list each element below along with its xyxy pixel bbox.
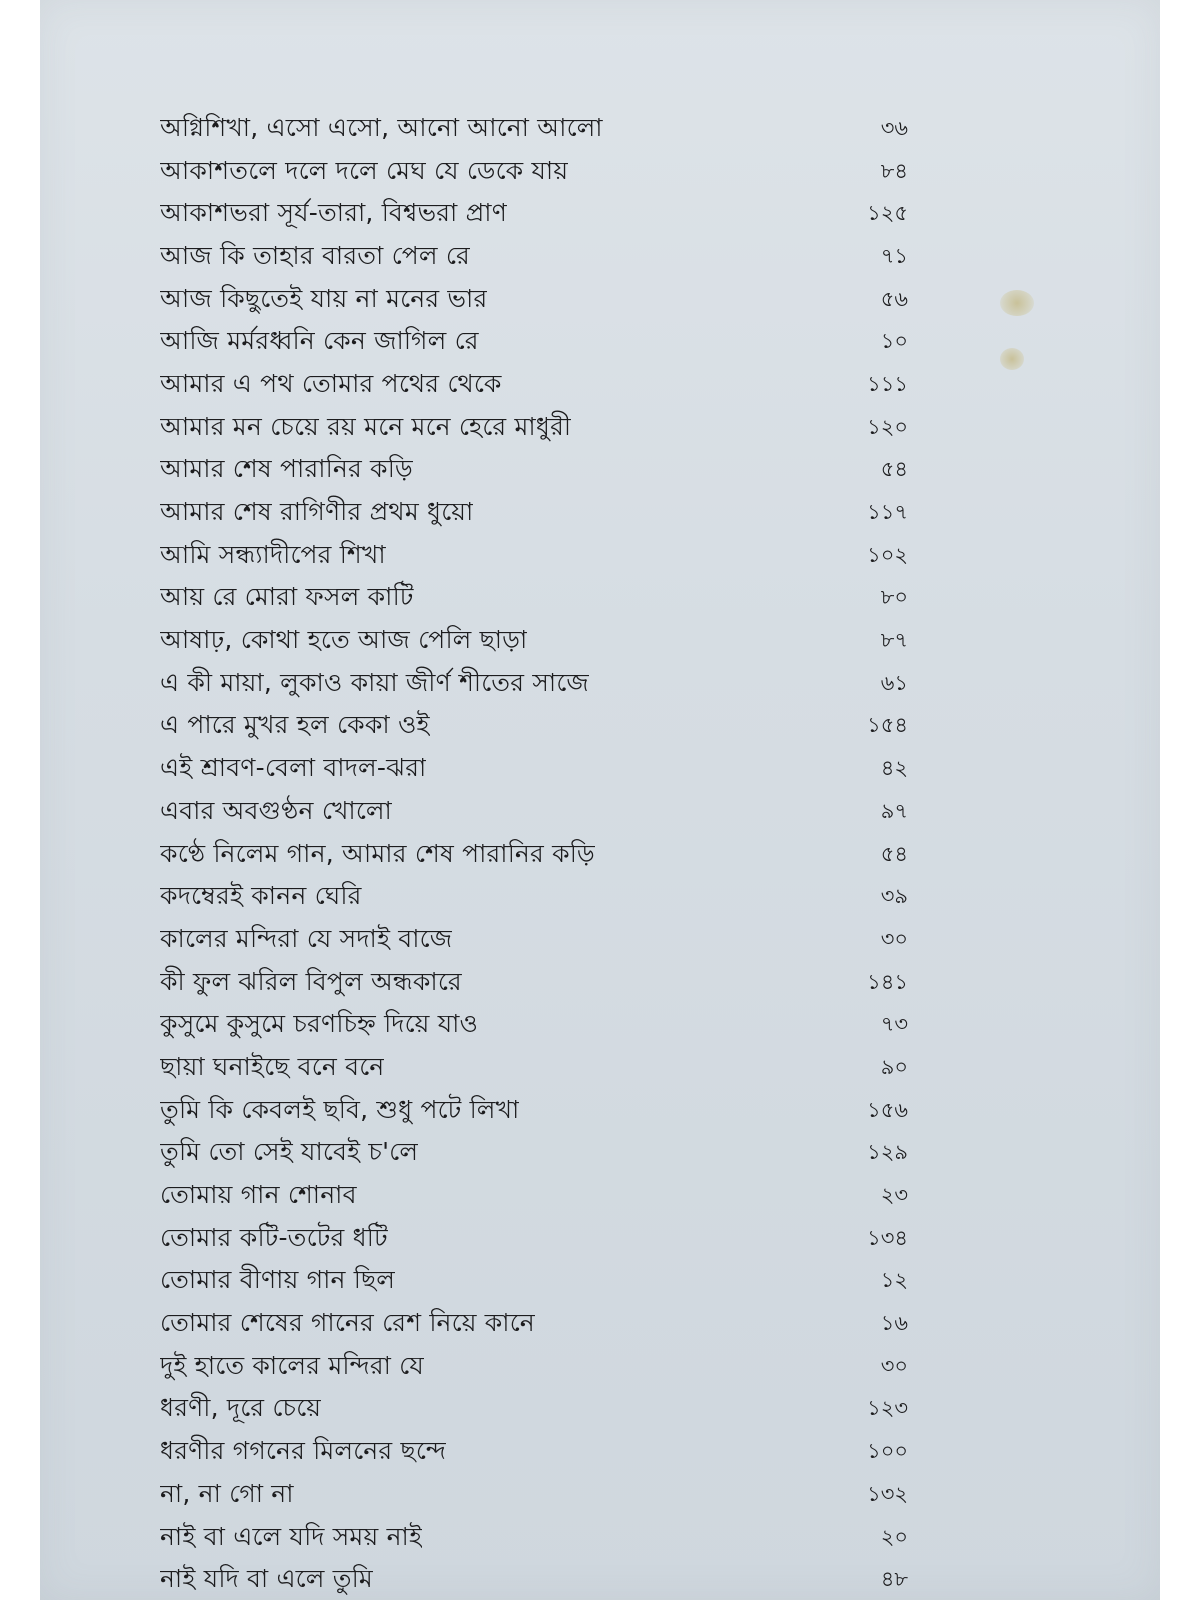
index-entry <box>160 748 920 791</box>
entry-page-number: ৭১ <box>880 243 908 268</box>
entry-title: তুমি তো সেই যাবেই চ'লে <box>160 1137 419 1167</box>
index-entry <box>160 919 920 962</box>
entry-page-number: ৮৪ <box>880 158 908 183</box>
entry-page-number: ৩৬ <box>880 115 908 140</box>
entry-page-number: ১৫৬ <box>867 1097 908 1122</box>
index-entry <box>160 236 920 279</box>
entry-page-number: ১১১ <box>867 371 908 396</box>
entry-page-number: ৫৪ <box>880 841 908 866</box>
index-entry <box>160 1218 920 1261</box>
index-entry <box>160 1431 920 1474</box>
entry-title: এ পারে মুখর হল কেকা ওই <box>160 710 430 740</box>
entry-title: আষাঢ়, কোথা হতে আজ পেলি ছাড়া <box>160 625 528 655</box>
book-page <box>40 0 1160 1600</box>
entry-title: এ কী মায়া, লুকাও কায়া জীর্ণ শীতের সাজে <box>160 667 589 697</box>
entry-title: দুই হাতে কালের মন্দিরা যে <box>160 1350 424 1380</box>
index-entry <box>160 364 920 407</box>
entry-title: নাই বা এলে যদি সময় নাই <box>160 1521 423 1551</box>
entry-page-number: ৮০ <box>880 585 908 610</box>
index-entry <box>160 450 920 493</box>
entry-page-number: ৪৮ <box>880 1567 908 1592</box>
index-entry <box>160 706 920 749</box>
entry-page-number: ৬১ <box>880 670 908 695</box>
entry-page-number: ৪২ <box>880 756 908 781</box>
entry-title: কী ফুল ঝরিল বিপুল অন্ধকারে <box>160 966 462 996</box>
entry-page-number: ১২৩ <box>867 1396 908 1421</box>
index-entry <box>160 1303 920 1346</box>
entry-page-number: ৫৬ <box>880 286 908 311</box>
entry-title: তোমার কটি-তটের ধটি <box>160 1222 388 1252</box>
entry-title: অগ্নিশিখা, এসো এসো, আনো আনো আলো <box>160 112 603 142</box>
entry-page-number: ২০ <box>880 1524 908 1549</box>
entry-title: আজ কি তাহার বারতা পেল রে <box>160 240 471 270</box>
entry-page-number: ১৩২ <box>867 1481 908 1506</box>
entry-title: আমার শেষ রাগিণীর প্রথম ধুয়ো <box>160 497 474 527</box>
index-entry <box>160 407 920 450</box>
entry-page-number: ১০২ <box>867 542 908 567</box>
index-entry <box>160 1047 920 1090</box>
entry-page-number: ২৩ <box>880 1183 908 1208</box>
entry-title: আকাশভরা সূর্য-তারা, বিশ্বভরা প্রাণ <box>160 198 508 228</box>
entry-title: তোমায় গান শোনাব <box>160 1180 357 1210</box>
index-entry <box>160 151 920 194</box>
entry-page-number: ১২৫ <box>867 201 908 226</box>
paper-stain <box>1000 290 1034 316</box>
index-entry <box>160 1090 920 1133</box>
entry-title: কদম্বেরই কানন ঘেরি <box>160 881 362 911</box>
index-entry <box>160 1261 920 1304</box>
entry-title: আজ কিছুতেই যায় না মনের ভার <box>160 283 488 313</box>
index-entry <box>160 1004 920 1047</box>
entry-title: এবার অবগুণ্ঠন খোলো <box>160 795 392 825</box>
entry-page-number: ১৩৪ <box>867 1225 908 1250</box>
entry-title: এই শ্রাবণ-বেলা বাদল-ঝরা <box>160 753 427 783</box>
index-entry <box>160 108 920 151</box>
entry-title: আয় রে মোরা ফসল কাটি <box>160 582 414 612</box>
index-entry <box>160 578 920 621</box>
index-entry <box>160 1517 920 1560</box>
entry-title: তুমি কি কেবলই ছবি, শুধু পটে লিখা <box>160 1094 520 1124</box>
entry-title: ধরণীর গগনের মিলনের ছন্দে <box>160 1436 447 1466</box>
entry-page-number: ৯০ <box>880 1054 908 1079</box>
entry-title: আমার এ পথ তোমার পথের থেকে <box>160 368 502 398</box>
entry-page-number: ১২৯ <box>867 1140 908 1165</box>
entry-title: তোমার শেষের গানের রেশ নিয়ে কানে <box>160 1308 535 1338</box>
entry-title: আমি সন্ধ্যাদীপের শিখা <box>160 539 386 569</box>
entry-title: নাই যদি বা এলে তুমি <box>160 1564 373 1594</box>
index-entry <box>160 1389 920 1432</box>
entry-page-number: ১৬ <box>880 1311 908 1336</box>
entry-page-number: ৩০ <box>880 1353 908 1378</box>
entry-title: কুসুমে কুসুমে চরণচিহ্ন দিয়ে যাও <box>160 1009 479 1039</box>
index-entry <box>160 535 920 578</box>
entry-page-number: ৭৩ <box>880 1012 908 1037</box>
entry-page-number: ৮৭ <box>880 628 908 653</box>
entry-title: আমার শেষ পারানির কড়ি <box>160 454 413 484</box>
entry-title: কণ্ঠে নিলেম গান, আমার শেষ পারানির কড়ি <box>160 838 595 868</box>
entry-title: তোমার বীণায় গান ছিল <box>160 1265 396 1295</box>
index-entry <box>160 193 920 236</box>
index-entry <box>160 962 920 1005</box>
entry-title: আকাশতলে দলে দলে মেঘ যে ডেকে যায় <box>160 155 569 185</box>
index-entry <box>160 1175 920 1218</box>
entry-title: ধরণী, দূরে চেয়ে <box>160 1393 322 1423</box>
index-entry <box>160 791 920 834</box>
entry-title: ছায়া ঘনাইছে বনে বনে <box>160 1051 385 1081</box>
entry-title: আমার মন চেয়ে রয় মনে মনে হেরে মাধুরী <box>160 411 572 441</box>
index-entry <box>160 834 920 877</box>
index-list <box>160 108 920 1602</box>
entry-page-number: ৩০ <box>880 926 908 951</box>
entry-page-number: ১৪১ <box>867 969 908 994</box>
index-entry <box>160 876 920 919</box>
entry-page-number: ১০ <box>880 329 908 354</box>
paper-stain <box>1000 348 1024 370</box>
entry-page-number: ১১৭ <box>867 500 908 525</box>
index-entry <box>160 1474 920 1517</box>
entry-page-number: ৯৭ <box>880 798 908 823</box>
index-entry <box>160 279 920 322</box>
entry-title: না, না গো না <box>160 1478 294 1508</box>
entry-page-number: ১২০ <box>867 414 908 439</box>
index-entry <box>160 1346 920 1389</box>
index-entry <box>160 1559 920 1602</box>
entry-page-number: ৩৯ <box>880 884 908 909</box>
index-entry <box>160 1133 920 1176</box>
entry-page-number: ১৫৪ <box>867 713 908 738</box>
index-entry <box>160 492 920 535</box>
entry-page-number: ১০০ <box>867 1439 908 1464</box>
index-entry <box>160 663 920 706</box>
entry-page-number: ৫৪ <box>880 457 908 482</box>
entry-page-number: ১২ <box>880 1268 908 1293</box>
entry-title: আজি মর্মরধ্বনি কেন জাগিল রে <box>160 326 479 356</box>
index-entry <box>160 620 920 663</box>
entry-title: কালের মন্দিরা যে সদাই বাজে <box>160 923 453 953</box>
index-entry <box>160 321 920 364</box>
